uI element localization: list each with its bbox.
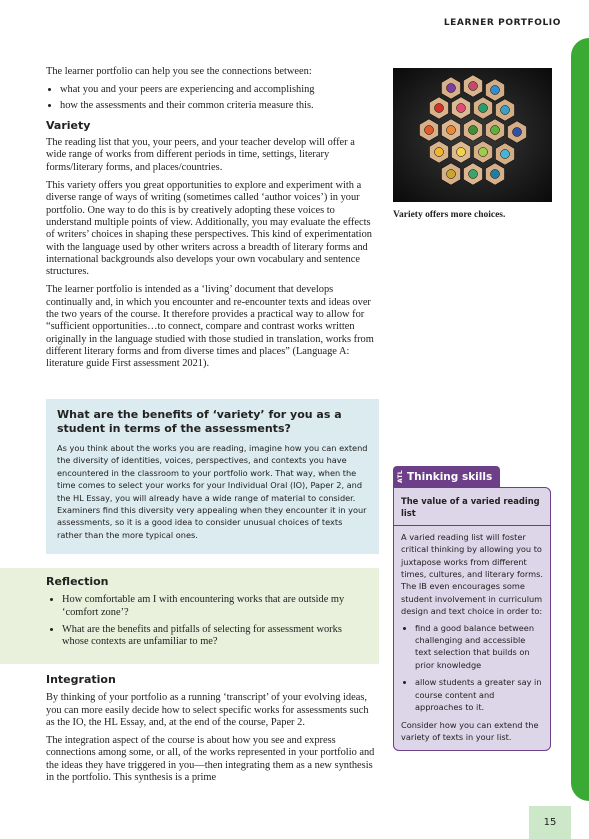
list-item: • How comfortable am I with encountering works that are outside my ‘comfort zone’? — [62, 594, 369, 619]
atl-bullet-list — [401, 622, 543, 714]
reflection-box — [0, 568, 379, 664]
callout-question: What are the benefits of ‘variety’ for you as a student in terms of the assessments? — [57, 408, 342, 435]
paragraph: By thinking of your portfolio as a running ‘transcript’ of your evolving ideas, you can more easily decide how to select specific works for assessments such as the IO, the HL Essay, and, at the end of the course, Paper 2. — [46, 692, 369, 728]
paragraph: The reading list that you, your peers, and your teacher develop will offer a wide range of works from different periods in time, settings, literary forms/literary forms, and places/countries. — [46, 137, 355, 173]
atl-closing: Consider how you can extend the variety of texts in your list. — [401, 719, 539, 742]
callout-text: As you think about the works you are reading, imagine how you can extend the diversity of identities, voices, perspectives, and contexts you have encountered in the classroom to your portfolio work. That way, when the time comes to select your works for your Individual Oral (IO), Paper 2, and the HL Essay, you will already have a wide range of material to consider. Examiners find this diversity very appealing when they encounter it in your assessments, so it is a good idea to consider unusual choices of texts rather than the more typical ones. — [57, 443, 368, 540]
atl-subtitle: The value of a varied reading list — [401, 496, 540, 519]
paragraph: The learner portfolio is intended as a ‘living’ document that develops continually and, in which you encounter and re-encounter texts and ideas over the two years of the course. It therefore provides a practical way to allow for “sufficient opportunities…to connect, compare and contrast works written originally in the language studied with those studied in translation, works from different literary forms and from diverse times and places” (Language A: literature guide First assessment 2021). — [46, 284, 374, 370]
intro-bullet-list — [46, 84, 376, 112]
divider — [394, 525, 550, 526]
atl-tab — [393, 466, 500, 487]
variety-heading: Variety — [46, 118, 91, 132]
main-column — [46, 66, 376, 377]
benefits-callout — [46, 399, 379, 554]
reflection-bullet-list — [46, 594, 369, 648]
intro-text: The learner portfolio can help you see the connections between: — [46, 66, 312, 77]
list-item: • allow students a greater say in course content and approaches to it. — [415, 676, 543, 713]
atl-thinking-skills-box — [393, 487, 551, 751]
photo-caption: Variety offers more choices. — [393, 210, 506, 220]
integration-section — [46, 674, 376, 790]
atl-title: Thinking skills — [407, 470, 493, 483]
running-header: LEARNER PORTFOLIO — [443, 18, 561, 28]
paragraph: The integration aspect of the course is about how you see and express connections among some, or all, of the works represented in your portfolio and the ideas they have triggered in you—then integrating them as a new synthesis in the portfolio. This synthesis is a prime — [46, 735, 375, 784]
list-item: • what you and your peers are experiencing and accomplishing — [60, 84, 376, 96]
list-item: • find a good balance between challenging and accessible text selection that builds on prior knowledge — [415, 622, 543, 672]
reflection-heading: Reflection — [46, 575, 109, 588]
atl-intro: A varied reading list will foster critical thinking by allowing you to juxtapose works from different times, cultures, and literary forms. The IB even encourages some student involvement in curriculum design and text choice in order to: — [401, 531, 543, 617]
integration-heading: Integration — [46, 673, 116, 686]
chapter-side-bar — [571, 38, 589, 801]
list-item: • What are the benefits and pitfalls of selecting for assessment works whose contexts are unfamiliar to me? — [62, 624, 369, 649]
page-number: 15 — [529, 806, 571, 839]
list-item: • how the assessments and their common criteria measure this. — [60, 100, 376, 112]
paragraph: This variety offers you great opportunities to explore and experiment with a diverse range of ways of writing (sometimes called ‘author voices’) in your portfolio. One way to do this is by creatively adopting these voices to understand multiple points of view. Additionally, you may evaluate the effects of writers’ choices in shaping these perspectives. This kind of experimentation with the language used by other writers across a breadth of literary forms and international backgrounds also develops your own vocabulary and sentence structures. — [46, 180, 372, 278]
colored-pencils-photo — [393, 68, 552, 202]
atl-label: ATL — [397, 470, 404, 483]
